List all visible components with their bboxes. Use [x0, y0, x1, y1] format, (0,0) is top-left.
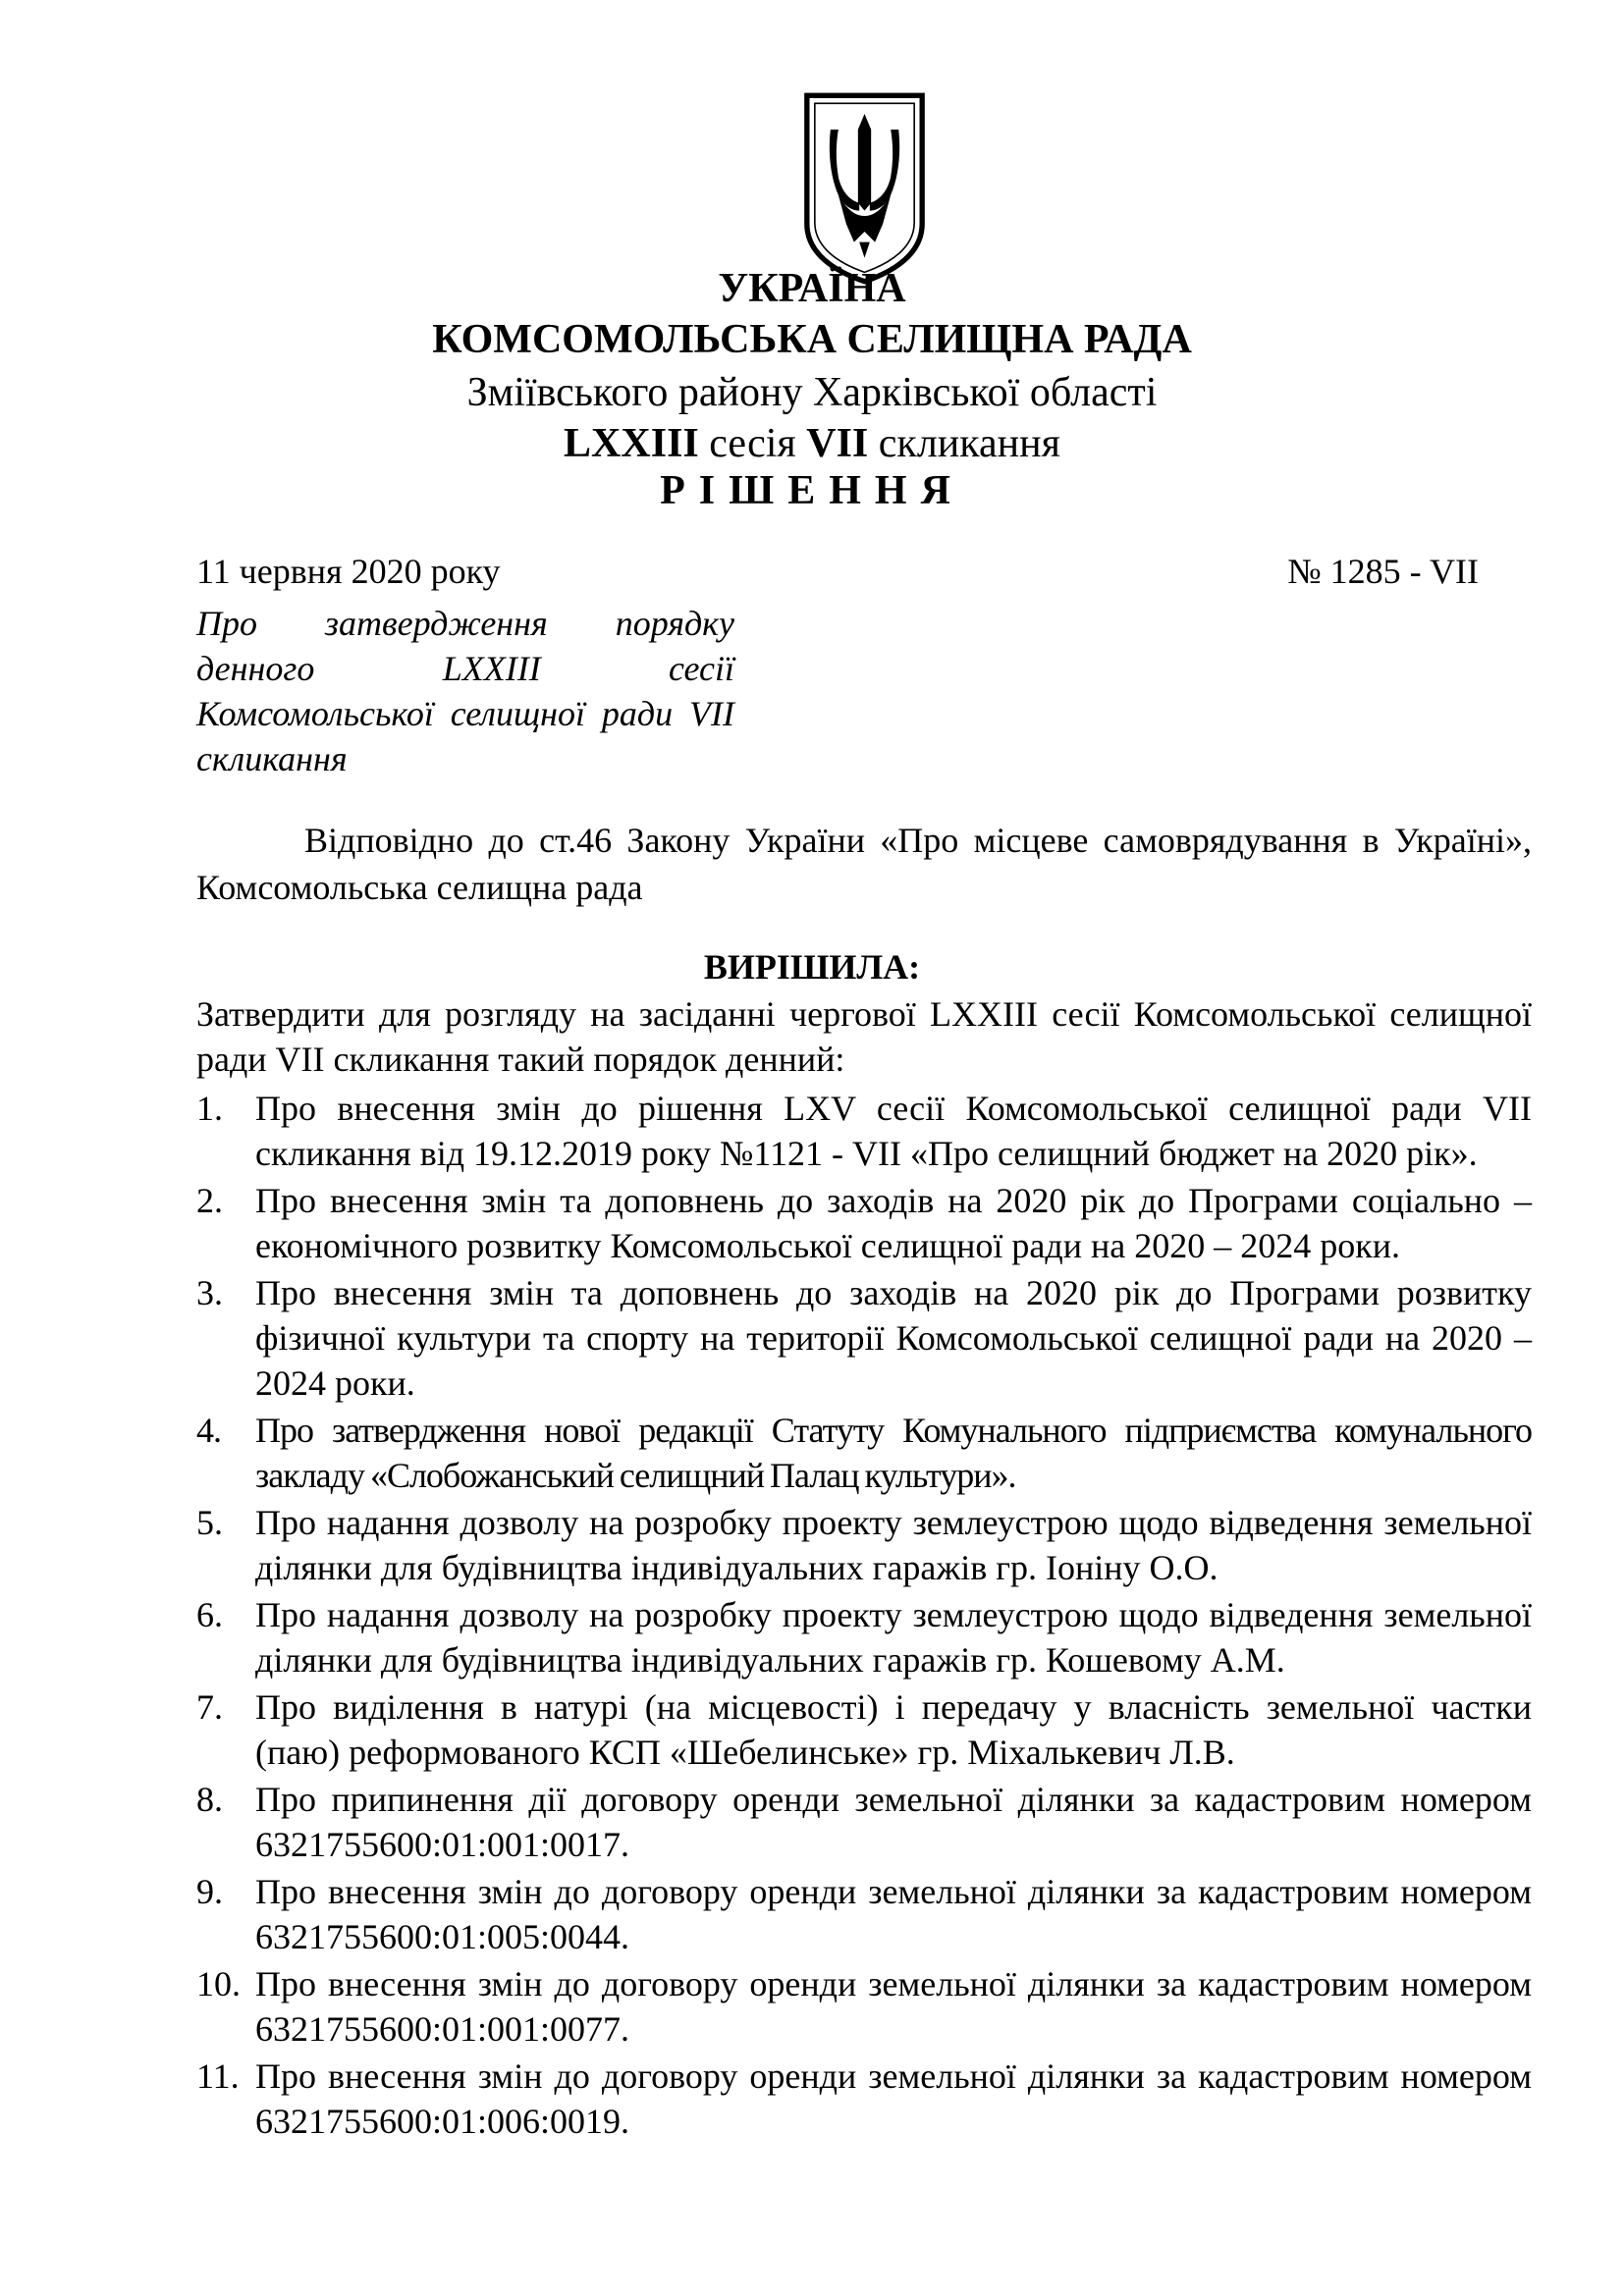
agenda-item: [196, 1178, 1532, 1268]
agenda-item: [196, 1592, 1532, 1682]
session-roman: LXXIII: [564, 421, 699, 466]
agenda-item: [196, 1500, 1532, 1590]
decision-number: № 1285 - VII: [1287, 552, 1479, 591]
agenda-item-number: 4.: [196, 1411, 221, 1450]
agenda-item-text: Про внесення змін та доповнень до заходів на 2020 рік до Програми соціально – економічного розвитку Комсомольської селищної ради на 2020 – 2024 роки.: [255, 1181, 1532, 1265]
agenda-item: [196, 1961, 1532, 2052]
agenda-item-text: Про затвердження нової редакції Статуту Комунального підприємства комунального закладу «Слобожанський селищний Палац культури».: [255, 1411, 1532, 1495]
decision-date: 11 червня 2020 року: [196, 552, 501, 591]
agenda-item: [196, 1408, 1532, 1498]
agenda-intro: Затвердити для розгляду на засіданні чергової LXXIII сесії Комсомольської селищної ради VII скликання такий порядок денний:: [196, 994, 1532, 1079]
agenda-item-text: Про внесення змін до договору оренди земельної ділянки за кадастровим номером 6321755600:01:006:0019.: [255, 2056, 1532, 2141]
agenda-item-number: 5.: [196, 1503, 223, 1542]
document-type-heading: РІШЕННЯ: [660, 468, 964, 513]
preamble-paragraph: Відповідно до ст.46 Закону України «Про місцеве самоврядування в Україні», Комсомольська селищна рада: [196, 821, 1532, 907]
agenda-item-number: 3.: [196, 1273, 223, 1312]
agenda-item-number: 2.: [196, 1181, 223, 1220]
agenda-item-number: 9.: [196, 1872, 223, 1911]
country-heading: УКРАЇНА: [718, 266, 906, 311]
agenda-item-text: Про надання дозволу на розробку проекту землеустрою щодо відведення земельної ділянки для будівництва індивідуальних гаражів гр. Іоніну О.О.: [255, 1503, 1532, 1587]
decided-heading: ВИРІШИЛА:: [703, 947, 921, 987]
agenda-item-text: Про внесення змін до договору оренди земельної ділянки за кадастровим номером 6321755600:01:005:0044.: [255, 1872, 1532, 1956]
agenda-item-text: Про надання дозволу на розробку проекту землеустрою щодо відведення земельної ділянки для будівництва індивідуальних гаражів гр. Кошевому А.М.: [255, 1595, 1532, 1680]
agenda-item-text: Про виділення в натурі (на місцевості) і передачу у власність земельної частки (паю) реформованого КСП «Шебелинське» гр. Міхалькевич Л.В.: [255, 1687, 1532, 1772]
agenda-item-number: 11.: [196, 2056, 240, 2096]
agenda-item-text: Про внесення змін до договору оренди земельної ділянки за кадастровим номером 6321755600:01:001:0077.: [255, 1964, 1532, 2049]
agenda-item-text: Про внесення змін до рішення LXV сесії Комсомольської селищної ради VII скликання від 19.12.2019 року №1121 - VII «Про селищний бюджет на 2020 рік».: [255, 1089, 1532, 1173]
council-heading: КОМСОМОЛЬСЬКА СЕЛИЩНА РАДА: [432, 317, 1192, 362]
agenda-item-number: 1.: [196, 1089, 223, 1128]
session-line: [0, 418, 1624, 469]
agenda-item-text: Про внесення змін та доповнень до заходів на 2020 рік до Програми розвитку фізичної культури та спорту на території Комсомольської селищної ради на 2020 – 2024 роки.: [255, 1273, 1532, 1403]
agenda-item: [196, 1086, 1532, 1176]
trident-coat-of-arms-icon: [798, 90, 931, 287]
agenda-item: [196, 2054, 1532, 2144]
session-word: сесія: [709, 421, 796, 466]
agenda-item-number: 10.: [196, 1964, 241, 2003]
agenda-list: [196, 1086, 1532, 2146]
agenda-item: [196, 1270, 1532, 1406]
agenda-item: [196, 1869, 1532, 1959]
decision-subject: Про затвердження порядку денного LXXIII сесії Комсомольської селищної ради VII скликання: [196, 604, 734, 778]
district-line: Зміївського району Харківської області: [466, 370, 1158, 415]
convocation-roman: VII: [806, 421, 869, 466]
agenda-item: [196, 1777, 1532, 1867]
agenda-item: [196, 1684, 1532, 1775]
agenda-item-number: 7.: [196, 1687, 223, 1727]
convocation-word: скликання: [878, 421, 1060, 466]
agenda-item-number: 8.: [196, 1780, 223, 1819]
agenda-item-text: Про припинення дії договору оренди земельної ділянки за кадастровим номером 6321755600:01:001:0017.: [255, 1780, 1532, 1864]
agenda-item-number: 6.: [196, 1595, 223, 1634]
